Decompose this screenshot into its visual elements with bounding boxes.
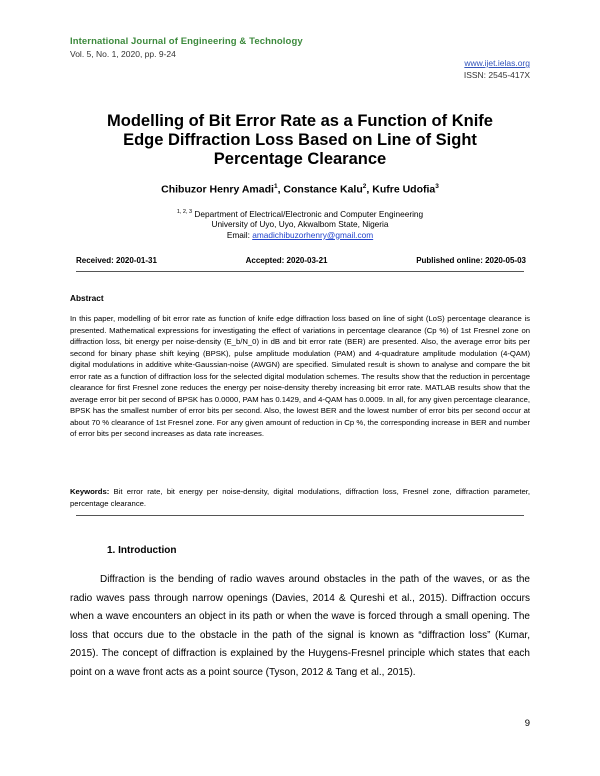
title-line-1: Modelling of Bit Error Rate as a Function of Knife (107, 112, 493, 130)
journal-website-link[interactable]: www.ijet.ielas.org (464, 58, 530, 68)
section-heading: 1. Introduction (107, 545, 177, 556)
author-sup: 2 (362, 183, 367, 190)
author-name: Chibuzor Henry Amadi (161, 183, 274, 196)
author-separator: , (366, 183, 373, 196)
author-list (60, 183, 540, 196)
abstract-heading: Abstract (70, 293, 104, 303)
author-sup: 3 (435, 183, 439, 190)
page-number: 9 (524, 718, 530, 729)
paper-title (60, 112, 540, 169)
abstract-text: In this paper, modelling of bit error rate as function of knife edge diffraction loss based on line of sight (LoS) percentage clearance is presented. Mathematical expressions for investigating the effect of variations in percentage clearance (Cp %) of 1st Fresnel zone on diffraction loss, bit energy per noise-density (E_b/N_0) in dB and bit error rate (BER) are presented. Also, the average error bits per second for binary phase shift keying (BPSK), pulse amplitude modulation (PAM) and 4-quadrature amplitude modulation (4-QAM) digital modulations in additive white-Gaussian-noise (AWGN) are specified. Simulated result is shown to analyse and compare the bit error rate as a function of diffraction loss for the selected digital modulation schemes. The results show that the reduction in percentage clearance for first Fresnel zone reduces the energy per noise-density thereby increasing bit error rate. MATLAB results show that the average error bit per second of BPSK has 0.0000, PAM has 0.1429, and 4-QAM has 0.0009. In all, for any given percentage clearance, BPSK has the smallest number of error bits per second. Also, the lowest BER and the lowest number of error bits per second occur at about 70 % clearance of 1st Fresnel zone. For any given amount of reduction in Cp %, the corresponding increase in BER and number of error bits per second increases as data rate increases. (70, 314, 530, 439)
title-line-2: Edge Diffraction Loss Based on Line of Sight (123, 131, 477, 149)
date-row (76, 256, 526, 265)
affiliation (60, 207, 540, 240)
affiliation-dept: Department of Electrical/Electronic and Computer Engineering (194, 208, 424, 219)
affiliation-sup: 1, 2, 3 (176, 209, 193, 215)
author-separator: , (277, 183, 284, 196)
author-name: Constance Kalu (283, 183, 363, 196)
divider (76, 271, 524, 272)
received-date: Received: 2020-01-31 (76, 256, 157, 265)
title-line-3: Percentage Clearance (213, 150, 387, 168)
journal-name: International Journal of Engineering & Technology (70, 36, 303, 47)
published-date: Published online: 2020-05-03 (416, 256, 526, 265)
author-sup: 1 (273, 183, 278, 190)
author-name: Kufre Udofia (372, 183, 436, 196)
divider (76, 515, 524, 516)
email-link[interactable]: amadichibuzorhenry@gmail.com (252, 229, 374, 240)
introduction-text: Diffraction is the bending of radio waves around obstacles in the path of the waves, or as the radio waves pass through narrow openings (Davies, 2014 & Qureshi et al., 2015). Diffraction occurs when a wave encounters an object in its path or when the wave is forced through a small opening. The loss that occurs due to the obstacle in the path of the signal is known as “diffraction loss” (Kumar, 2015). The concept of diffraction is explained by the Huygens-Fresnel principle which states that each point on a wave front acts as a point source (Tyson, 2012 & Tang et al., 2015). (70, 574, 530, 678)
issn: ISSN: 2545-417X (463, 70, 530, 80)
keywords-text: Bit error rate, bit energy per noise-density, digital modulations, diffraction loss, Fresnel zone, diffraction parameter, percentage clearance. (70, 487, 530, 508)
keywords-label: Keywords: (70, 487, 110, 496)
keywords (70, 486, 530, 509)
accepted-date: Accepted: 2020-03-21 (245, 256, 328, 265)
affiliation-university: University of Uyo, Uyo, Akwalbom State, Nigeria (211, 219, 389, 230)
email-label: Email: (226, 229, 253, 240)
volume-info: Vol. 5, No. 1, 2020, pp. 9-24 (70, 49, 176, 59)
